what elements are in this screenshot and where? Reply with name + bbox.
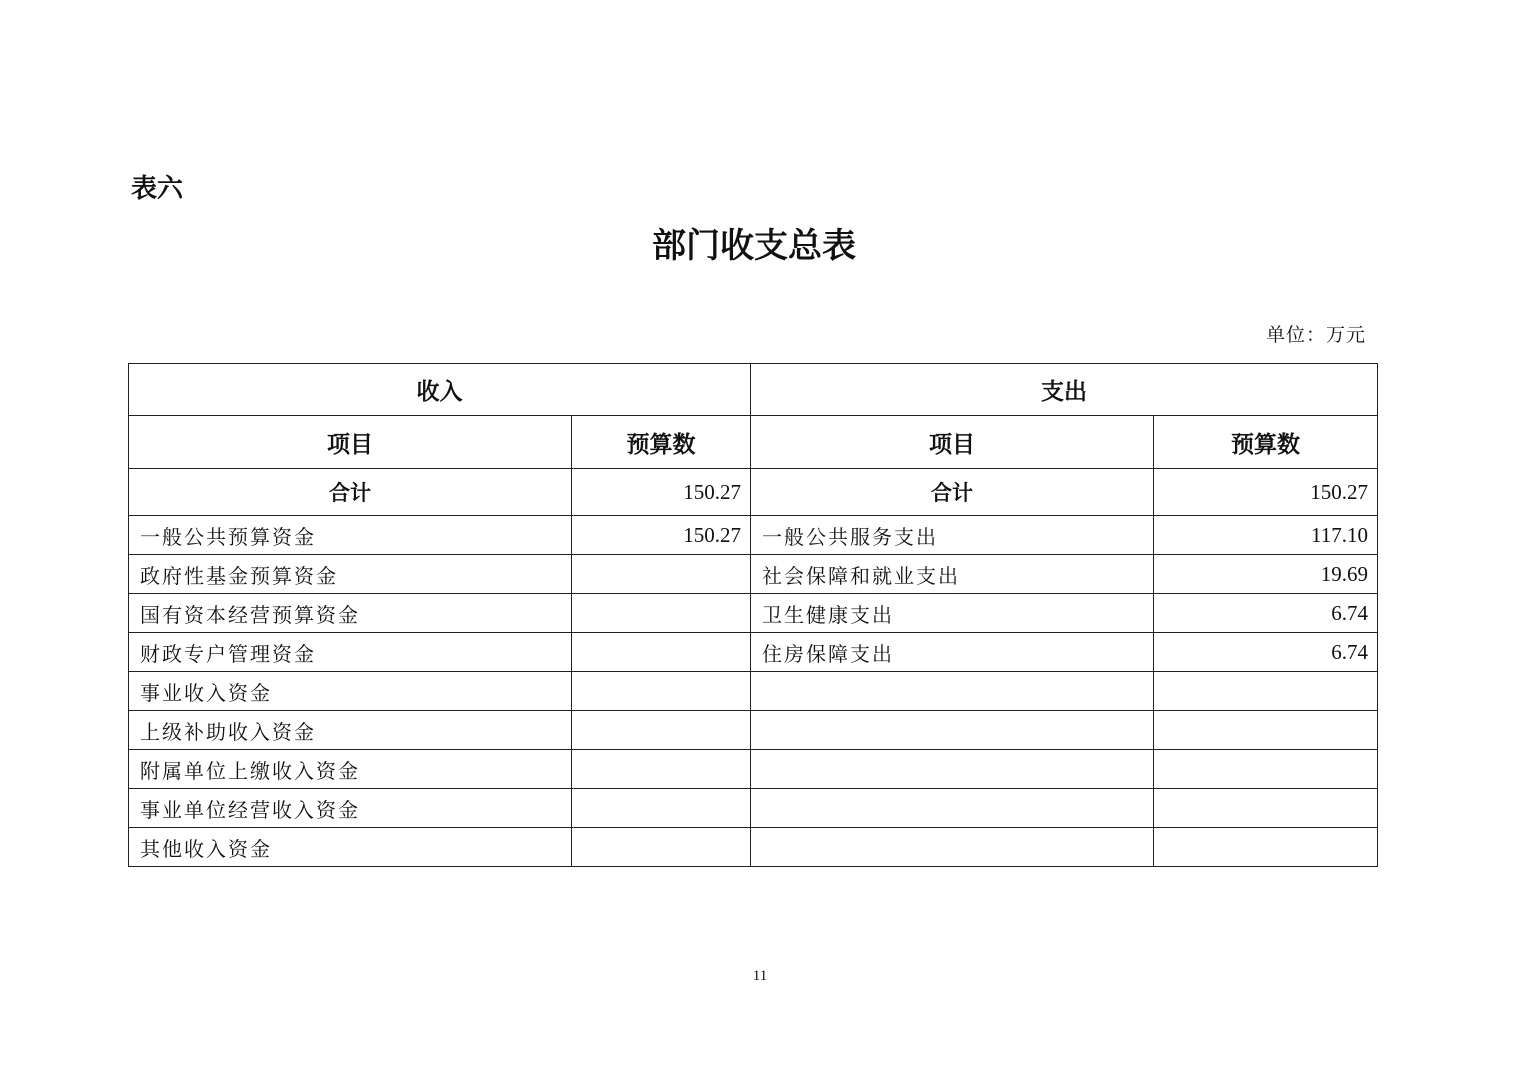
expense-amount bbox=[1154, 672, 1378, 711]
income-item: 一般公共预算资金 bbox=[129, 516, 572, 555]
expense-item: 社会保障和就业支出 bbox=[751, 555, 1154, 594]
expense-amount: 6.74 bbox=[1154, 594, 1378, 633]
expense-total-amount: 150.27 bbox=[1154, 469, 1378, 516]
expense-item: 卫生健康支出 bbox=[751, 594, 1154, 633]
income-item: 财政专户管理资金 bbox=[129, 633, 572, 672]
table-row bbox=[129, 594, 1378, 633]
expense-amount bbox=[1154, 711, 1378, 750]
page-number: 11 bbox=[752, 968, 768, 984]
expense-total-label: 合计 bbox=[751, 469, 1154, 516]
table-label: 表六 bbox=[131, 174, 184, 204]
section-header-row bbox=[129, 364, 1378, 416]
table-row bbox=[129, 516, 1378, 555]
expense-item-column-header: 项目 bbox=[751, 416, 1154, 469]
column-header-row bbox=[129, 416, 1378, 469]
table-row bbox=[129, 672, 1378, 711]
income-item: 附属单位上缴收入资金 bbox=[129, 750, 572, 789]
income-item-column-header: 项目 bbox=[129, 416, 572, 469]
page-title: 部门收支总表 bbox=[652, 226, 856, 266]
table-row bbox=[129, 750, 1378, 789]
income-total-label: 合计 bbox=[129, 469, 572, 516]
income-amount bbox=[572, 633, 751, 672]
income-amount bbox=[572, 828, 751, 867]
expense-item bbox=[751, 789, 1154, 828]
table-row bbox=[129, 555, 1378, 594]
expense-item: 一般公共服务支出 bbox=[751, 516, 1154, 555]
income-amount: 150.27 bbox=[572, 516, 751, 555]
expense-section-header: 支出 bbox=[751, 364, 1378, 416]
expense-amount-column-header: 预算数 bbox=[1154, 416, 1378, 469]
income-amount bbox=[572, 789, 751, 828]
income-item: 国有资本经营预算资金 bbox=[129, 594, 572, 633]
expense-amount bbox=[1154, 750, 1378, 789]
income-total-amount: 150.27 bbox=[572, 469, 751, 516]
income-amount-column-header: 预算数 bbox=[572, 416, 751, 469]
unit-label: 单位：万元 bbox=[1265, 324, 1366, 346]
income-section-header: 收入 bbox=[129, 364, 751, 416]
total-row bbox=[129, 469, 1378, 516]
expense-amount: 6.74 bbox=[1154, 633, 1378, 672]
income-item: 政府性基金预算资金 bbox=[129, 555, 572, 594]
table-row bbox=[129, 789, 1378, 828]
income-amount bbox=[572, 750, 751, 789]
expense-item bbox=[751, 828, 1154, 867]
expense-amount bbox=[1154, 789, 1378, 828]
income-amount bbox=[572, 672, 751, 711]
income-item: 事业收入资金 bbox=[129, 672, 572, 711]
income-item: 事业单位经营收入资金 bbox=[129, 789, 572, 828]
table-row bbox=[129, 633, 1378, 672]
income-amount bbox=[572, 711, 751, 750]
expense-amount: 117.10 bbox=[1154, 516, 1378, 555]
expense-item bbox=[751, 711, 1154, 750]
expense-item bbox=[751, 750, 1154, 789]
income-item: 上级补助收入资金 bbox=[129, 711, 572, 750]
table-row bbox=[129, 711, 1378, 750]
expense-item: 住房保障支出 bbox=[751, 633, 1154, 672]
table-row bbox=[129, 828, 1378, 867]
expense-amount bbox=[1154, 828, 1378, 867]
expense-item bbox=[751, 672, 1154, 711]
expense-amount: 19.69 bbox=[1154, 555, 1378, 594]
budget-summary-table bbox=[128, 363, 1378, 867]
income-item: 其他收入资金 bbox=[129, 828, 572, 867]
income-amount bbox=[572, 555, 751, 594]
income-amount bbox=[572, 594, 751, 633]
